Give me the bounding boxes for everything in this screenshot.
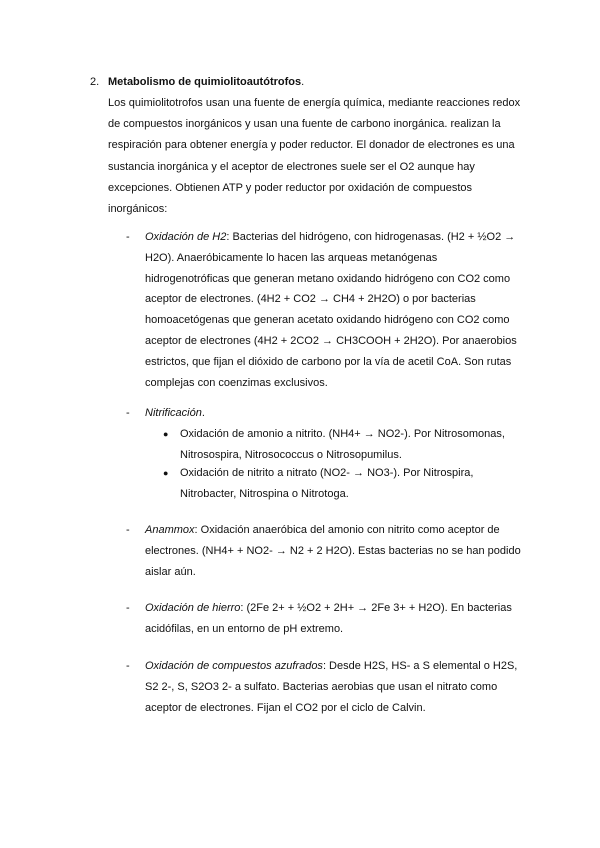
item-line: aceptor de electrones. Fijan el CO2 por el ciclo de Calvin. xyxy=(145,701,426,714)
item-line: hidrogenotróficas que generan metano oxidando hidrógeno con CO2 como xyxy=(145,272,511,285)
item-label: Anammox xyxy=(145,524,195,536)
list-item-sulfur-oxidation xyxy=(145,656,545,718)
section-title-end: . xyxy=(301,76,305,88)
item-label: Oxidación de compuestos azufrados xyxy=(145,660,323,672)
bullet-dash: - xyxy=(126,407,130,419)
item-line: Oxidación de H2: Bacterias del hidrógeno, con hidrogenasas. (H2 + ½O2 → xyxy=(145,231,516,243)
list-item-anammox xyxy=(145,520,545,582)
item-line: aceptor de electrones. (4H2 + CO2 → CH4 + 2H2O) o por bacterias xyxy=(145,293,476,306)
bullet-dash: - xyxy=(126,660,130,672)
item-line: acidófilas, en un entorno de pH extremo. xyxy=(145,622,344,635)
section-title-text: Metabolismo de quimiolitoautótrofos xyxy=(108,76,302,88)
list-item-h2-oxidation xyxy=(145,227,545,393)
item-line: Oxidación de compuestos azufrados: Desde H2S, HS- a S elemental o H2S, xyxy=(145,660,518,672)
item-line: homoacetógenas que generan acetato oxidando hidrógeno con CO2 como xyxy=(145,314,510,327)
intro-line: sustancia inorgánica y el aceptor de electrones suele ser el O2 aunque hay xyxy=(108,160,475,173)
item-line: complejas con coenzimas exclusivos. xyxy=(145,376,328,389)
bullet-dash: - xyxy=(126,231,130,243)
sub-item-line: Nitrosospira, Nitrosococcus o Nitrosopumilus. xyxy=(180,448,402,461)
sub-item-line: Nitrobacter, Nitrospina o Nitrotoga. xyxy=(180,487,349,500)
item-label: Oxidación de H2 xyxy=(145,231,227,243)
item-line: S2 2-, S, S2O3 2- a sulfato. Bacterias aerobias que usan el nitrato como xyxy=(145,680,498,693)
item-line: Nitrificación. xyxy=(145,407,205,419)
item-line: aislar aún. xyxy=(145,565,196,578)
item-line: aceptor de electrones (4H2 + 2CO2 → CH3COOH + 2H2O). Por anaerobios xyxy=(145,334,517,347)
sub-item-line: Oxidación de nitrito a nitrato (NO2- → NO3-). Por Nitrospira, xyxy=(180,467,474,479)
intro-line: Los quimiolitotrofos usan una fuente de energía química, mediante reacciones redox xyxy=(108,97,521,109)
section-title xyxy=(108,72,304,93)
list-item-nitrification xyxy=(145,403,545,424)
sub-item-line: Oxidación de amonio a nitrito. (NH4+ → NO2-). Por Nitrosomonas, xyxy=(180,428,505,440)
sub-bullet-dot: ● xyxy=(163,468,169,478)
section-number: 2. xyxy=(90,76,100,88)
item-line: estrictos, que fijan el dióxido de carbono por la vía de acetil CoA. Son rutas xyxy=(145,355,512,368)
intro-line: inorgánicos: xyxy=(108,203,168,216)
list-item-iron-oxidation xyxy=(145,598,545,640)
item-line: Oxidación de hierro: (2Fe 2+ + ½O2 + 2H+ → 2Fe 3+ + H2O). En bacterias xyxy=(145,602,512,614)
item-line: electrones. (NH4+ + NO2- → N2 + 2 H2O). Estas bacterias no se han podido xyxy=(145,544,521,557)
bullet-dash: - xyxy=(126,602,130,614)
sub-bullet-dot: ● xyxy=(163,429,169,439)
item-line: H2O). Anaeróbicamente lo hacen las arqueas metanógenas xyxy=(145,251,438,264)
intro-paragraph xyxy=(108,93,548,220)
item-line: Anammox: Oxidación anaeróbica del amonio con nitrito como aceptor de xyxy=(145,524,500,536)
bullet-dash: - xyxy=(126,524,130,536)
intro-line: excepciones. Obtienen ATP y poder reductor por oxidación de compuestos xyxy=(108,181,473,194)
item-label: Oxidación de hierro xyxy=(145,602,241,614)
intro-line: respiración para obtener energía y poder reductor. El donador de electrones es una xyxy=(108,139,515,152)
item-label: Nitrificación xyxy=(145,407,202,419)
intro-line: de compuestos inorgánicos y usan una fuente de carbono inorgánica. realizan la xyxy=(108,118,501,131)
sub-list-item xyxy=(180,424,540,465)
sub-list-item xyxy=(180,463,540,504)
